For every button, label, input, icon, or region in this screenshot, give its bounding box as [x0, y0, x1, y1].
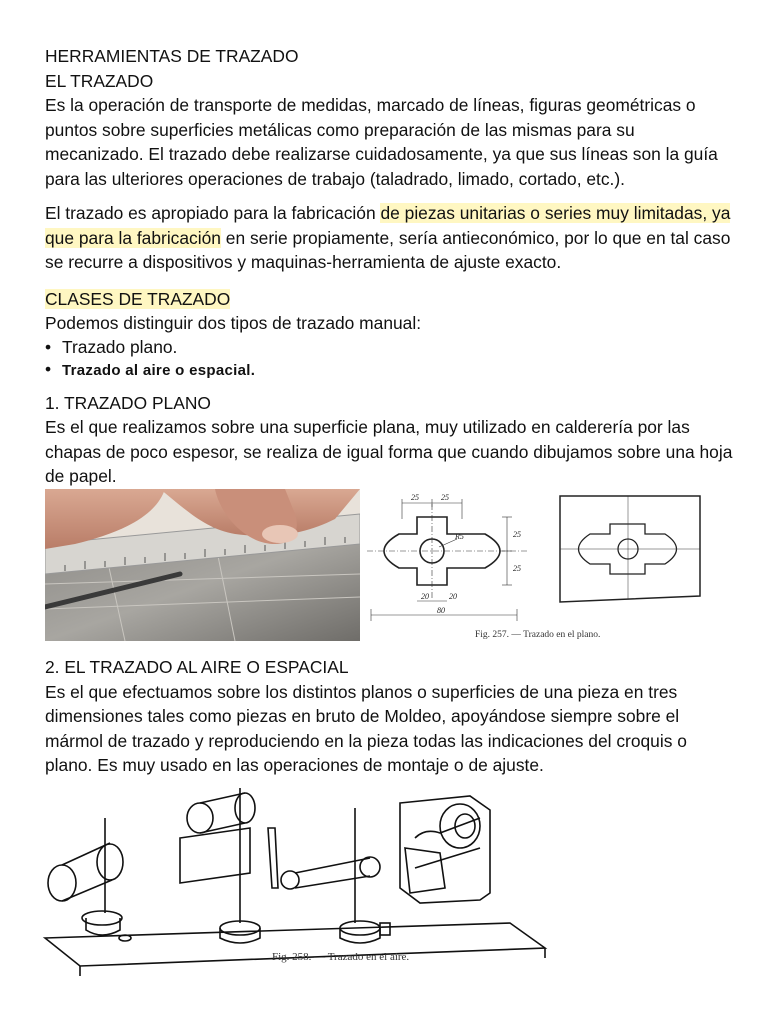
traced-plate-drawing	[550, 494, 710, 604]
fabrication-paragraph	[45, 201, 735, 275]
para2-highlight: de piezas unitarias o series muy limitadas, ya que para la fabricación	[45, 203, 731, 248]
document-page	[45, 44, 735, 489]
figure-257	[45, 489, 745, 644]
aire-heading: 2. EL TRAZADO AL AIRE O ESPACIAL	[45, 657, 349, 677]
clases-list	[45, 336, 735, 382]
para2-before: El trazado es apropiado para la fabricación	[45, 203, 381, 223]
clases-heading: CLASES DE TRAZADO	[45, 288, 231, 309]
plano-heading: 1. TRAZADO PLANO	[45, 392, 211, 413]
intro-paragraph: Es la operación de transporte de medidas, marcado de líneas, figuras geométricas o puntos sobre superficies metálicas como preparación de las mismas para su mecanizado. El trazado debe realizarse cuidadosamente, ya que sus líneas son la guía para las ulteriores operaciones de trabajo (taladrado, limado, cortado, etc.).	[45, 95, 718, 189]
clases-lead: Podemos distinguir dos tipos de trazado manual:	[45, 313, 422, 333]
dim-right-lower: 25	[513, 564, 521, 573]
figure-258-caption: Fig. 258. — Trazado en el aire.	[272, 951, 410, 963]
plano-text: Es el que realizamos sobre una superficie plana, muy utilizado en calderería por las chapas de poco espesor, se realiza de igual forma que cuando dibujamos sobre una hoja de papel.	[45, 417, 733, 486]
section-heading: HERRAMIENTAS DE TRAZADO	[45, 46, 299, 66]
figure-258	[40, 788, 740, 978]
aire-text: Es el que efectuamos sobre los distintos planos o superficies de una pieza en tres dimensiones tales como piezas en bruto de Moldeo, apoyándose siempre sobre el mármol de trazado y reproduciendo en la pieza todas las indicaciones del croquis o plano. Es muy usado en las operaciones de montaje o de ajuste.	[45, 681, 687, 775]
figure-257-caption: Fig. 257. — Trazado en el plano.	[475, 630, 601, 640]
bullet-icon: •	[45, 358, 52, 379]
tracing-in-air-illustration	[40, 788, 740, 978]
bullet-icon: •	[45, 336, 52, 357]
tracing-photo	[45, 489, 360, 641]
aire-section	[45, 655, 735, 778]
dim-bottom-left: 20	[421, 592, 429, 601]
dim-right-upper: 25	[513, 530, 521, 539]
subheading: EL TRAZADO	[45, 70, 154, 91]
dim-top-left: 25	[411, 493, 419, 502]
dim-radius: R5	[455, 532, 464, 541]
list-item: • Trazado al aire o espacial.	[45, 358, 256, 379]
dim-bottom-right: 20	[449, 592, 457, 601]
dim-overall: 80	[437, 606, 445, 615]
list-item: • Trazado plano.	[45, 336, 178, 357]
dim-top-right: 25	[441, 493, 449, 502]
para2-after: en serie propiamente, sería antieconómico, por lo que en tal caso se recurre a dispositivos y maquinas-herramienta de ajuste exacto.	[45, 227, 731, 272]
